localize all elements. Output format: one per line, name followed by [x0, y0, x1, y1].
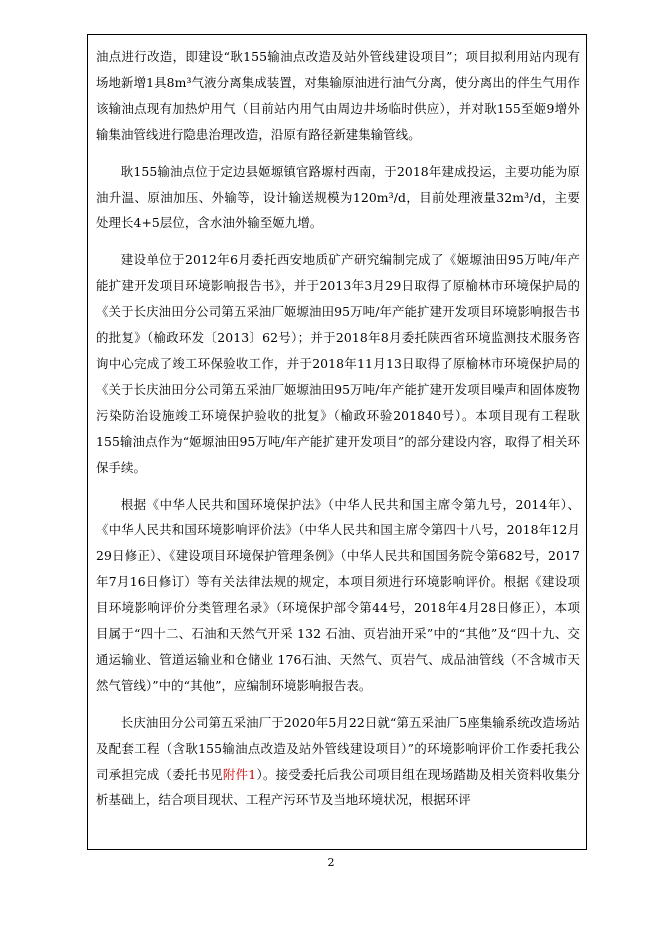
paragraph-project-overview: 油点进行改造，即建设“耿155输油点改造及站外管线建设项目”；项目拟利用站内现有场地新增1具8m³气液分离集成装置，对集输原油进行油气分离，使分离出的伴生气用作该输油点现有加热炉用气（目前站内用气由周边井场临时供应），并对耿155至姬9增外输集油管线进行隐患治理改造，沿原有路径新建集输管线。	[96, 49, 580, 142]
document-body	[96, 44, 580, 824]
attachment-1-link[interactable]: 附件1	[222, 766, 257, 782]
page-number: 2	[327, 856, 335, 869]
paragraph-environmental-history: 建设单位于2012年6月委托西安地质矿产研究编制完成了《姬塬油田95万吨/年产能扩建开发项目环境影响报告书》，并于2013年3月29日取得了原榆林市环境保护局的《关于长庆油田分公司第五采油厂姬塬油田95万吨/年产能扩建开发项目环境影响报告书的批复》（榆政环发〔2013〕62号）；并于2018年8月委托陕西省环境监测技术服务咨询中心完成了竣工环保验收工作，并于2018年11月13日取得了原榆林市环境保护局的《关于长庆油田分公司第五采油厂姬塬油田95万吨/年产能扩建开发项目噪声和固体废物污染防治设施竣工环境保护验收的批复》（榆政环验201840号）。本项目现有工程耿155输油点作为“姬塬油田95万吨/年产能扩建开发项目”的部分建设内容，取得了相关环保手续。	[96, 252, 580, 475]
document-frame	[87, 34, 587, 850]
paragraph-commission	[96, 710, 580, 814]
commission-text-before: 长庆油田分公司第五采油厂于2020年5月22日就“第五采油厂5座集输系统改造场站及配套工程（含耿155输油点改造及站外管线建设项目）”的环境影响评价工作委托我公司承担完成（委托书见	[96, 714, 580, 782]
commission-text-after: ）。接受委托后我公司项目组在现场踏勘及相关资料收集分析基础上，结合项目现状、工程产污环节及当地环境状况，根据环评	[96, 766, 581, 808]
paragraph-legal-basis: 根据《中华人民共和国环境保护法》（中华人民共和国主席令第九号，2014年）、《中华人民共和国环境影响评价法》（中华人民共和国主席令第四十八号，2018年12月29日修正）、《建设项目环境保护管理条例》（中华人民共和国国务院令第682号，2017年7月16日修订）等有关法律法规的规定，本项目须进行环境影响评价。根据《建设项目环境影响评价分类管理名录》（环境保护部令第44号，2018年4月28日修正），本项目属于“四十二、石油和天然气开采 132 石油、页岩油开采”中的“其他”及“四十九、交通运输业、管道运输业和仓储业 176石油、天然气、页岩气、成品油管线（不含城市天然气管线）”中的“其他”，应编制环境影响报告表。	[96, 496, 580, 693]
paragraph-oil-point-location: 耿155输油点位于定边县姬塬镇官路塬村西南，于2018年建成投运，主要功能为原油升温、原油加压、外输等，设计输送规模为120m³/d，目前处理液量32m³/d，主要处理长4+5层位，含水油外输至姬九增。	[96, 163, 580, 231]
